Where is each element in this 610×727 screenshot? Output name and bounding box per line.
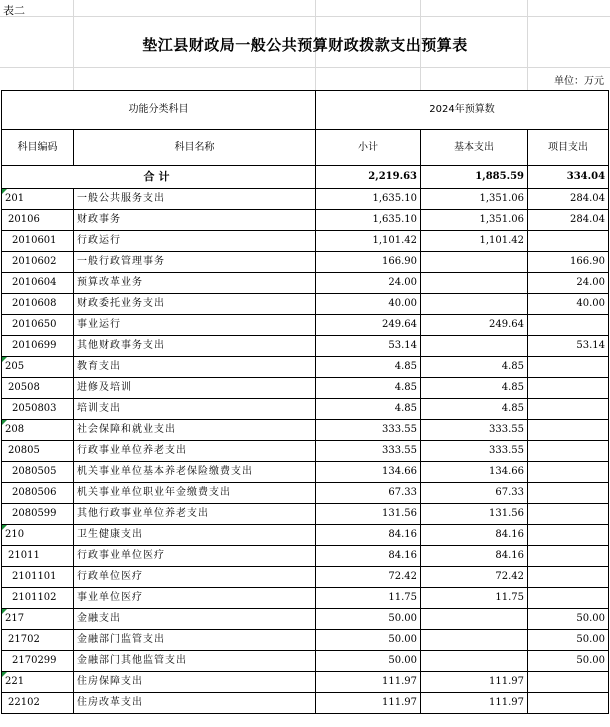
row-name: 机关事业单位基本养老保险缴费支出 — [74, 462, 316, 483]
table-row — [2, 336, 609, 357]
row-code: 2101101 — [2, 567, 74, 588]
row-code: 22102 — [2, 693, 74, 714]
total-subtotal: 2,219.63 — [316, 166, 421, 189]
row-subtotal: 1,101.42 — [316, 231, 421, 252]
row-code: 2010699 — [2, 336, 74, 357]
row-code: 221 — [2, 672, 74, 693]
row-name: 金融部门监管支出 — [74, 630, 316, 651]
row-code: 2010604 — [2, 273, 74, 294]
row-project: 50.00 — [528, 651, 609, 672]
row-code: 2010608 — [2, 294, 74, 315]
header-func-class: 功能分类科目 — [2, 91, 316, 130]
table-row — [2, 462, 609, 483]
row-subtotal: 4.85 — [316, 378, 421, 399]
row-name: 进修及培训 — [74, 378, 316, 399]
table-row — [2, 315, 609, 336]
table-row — [2, 672, 609, 693]
table-row — [2, 525, 609, 546]
header-budget-year: 2024年预算数 — [316, 91, 609, 130]
table-row — [2, 210, 609, 231]
row-subtotal: 72.42 — [316, 567, 421, 588]
row-code: 2170299 — [2, 651, 74, 672]
row-name: 行政事业单位医疗 — [74, 546, 316, 567]
row-code: 2080505 — [2, 462, 74, 483]
row-code: 2101102 — [2, 588, 74, 609]
row-basic: 11.75 — [421, 588, 528, 609]
table-row — [2, 357, 609, 378]
row-name: 社会保障和就业支出 — [74, 420, 316, 441]
row-basic — [421, 252, 528, 273]
cell-marker-icon — [2, 420, 7, 425]
row-project — [528, 483, 609, 504]
row-basic: 1,351.06 — [421, 210, 528, 231]
table-row — [2, 693, 609, 714]
row-basic: 84.16 — [421, 525, 528, 546]
row-subtotal: 11.75 — [316, 588, 421, 609]
row-code: 20508 — [2, 378, 74, 399]
row-basic: 131.56 — [421, 504, 528, 525]
total-row — [2, 166, 609, 189]
row-basic: 249.64 — [421, 315, 528, 336]
row-subtotal: 50.00 — [316, 609, 421, 630]
row-code: 21702 — [2, 630, 74, 651]
row-code: 210 — [2, 525, 74, 546]
row-name: 教育支出 — [74, 357, 316, 378]
row-basic — [421, 609, 528, 630]
row-name: 其他财政事务支出 — [74, 336, 316, 357]
table-row — [2, 399, 609, 420]
row-basic: 67.33 — [421, 483, 528, 504]
table-row — [2, 546, 609, 567]
budget-table — [1, 90, 609, 714]
total-label: 合计 — [2, 166, 316, 189]
row-project — [528, 693, 609, 714]
row-name: 预算改革业务 — [74, 273, 316, 294]
row-basic: 134.66 — [421, 462, 528, 483]
table-row — [2, 588, 609, 609]
row-subtotal: 24.00 — [316, 273, 421, 294]
row-name: 事业运行 — [74, 315, 316, 336]
row-code: 2080506 — [2, 483, 74, 504]
row-name: 卫生健康支出 — [74, 525, 316, 546]
row-code: 2050803 — [2, 399, 74, 420]
row-code: 217 — [2, 609, 74, 630]
row-basic: 111.97 — [421, 672, 528, 693]
header-subtotal: 小计 — [316, 130, 421, 166]
row-subtotal: 84.16 — [316, 546, 421, 567]
row-name: 一般公共服务支出 — [74, 189, 316, 210]
row-name: 一般行政管理事务 — [74, 252, 316, 273]
row-project — [528, 504, 609, 525]
row-basic: 72.42 — [421, 567, 528, 588]
row-code: 20805 — [2, 441, 74, 462]
row-project — [528, 525, 609, 546]
row-code: 2010601 — [2, 231, 74, 252]
gridline — [0, 67, 610, 68]
row-name: 其他行政事业单位养老支出 — [74, 504, 316, 525]
table-row — [2, 294, 609, 315]
row-name: 行政运行 — [74, 231, 316, 252]
row-basic — [421, 651, 528, 672]
row-project — [528, 462, 609, 483]
table-row — [2, 609, 609, 630]
cell-marker-icon — [2, 525, 7, 530]
row-subtotal: 111.97 — [316, 672, 421, 693]
row-name: 行政事业单位养老支出 — [74, 441, 316, 462]
table-row — [2, 189, 609, 210]
row-project: 53.14 — [528, 336, 609, 357]
row-name: 事业单位医疗 — [74, 588, 316, 609]
row-project — [528, 588, 609, 609]
header-name: 科目名称 — [74, 130, 316, 166]
row-name: 行政单位医疗 — [74, 567, 316, 588]
row-name: 培训支出 — [74, 399, 316, 420]
cell-marker-icon — [2, 672, 7, 677]
row-code: 208 — [2, 420, 74, 441]
row-subtotal: 4.85 — [316, 399, 421, 420]
cell-marker-icon — [2, 609, 7, 614]
row-project — [528, 231, 609, 252]
row-code: 2080599 — [2, 504, 74, 525]
row-basic — [421, 273, 528, 294]
header-row-bottom — [2, 130, 609, 166]
row-subtotal: 1,635.10 — [316, 210, 421, 231]
row-code: 205 — [2, 357, 74, 378]
table-row — [2, 483, 609, 504]
row-subtotal: 134.66 — [316, 462, 421, 483]
row-basic: 4.85 — [421, 357, 528, 378]
row-subtotal: 249.64 — [316, 315, 421, 336]
row-subtotal: 111.97 — [316, 693, 421, 714]
row-basic: 1,351.06 — [421, 189, 528, 210]
row-subtotal: 1,635.10 — [316, 189, 421, 210]
row-name: 机关事业单位职业年金缴费支出 — [74, 483, 316, 504]
row-project — [528, 378, 609, 399]
table-row — [2, 231, 609, 252]
row-project: 284.04 — [528, 210, 609, 231]
row-project — [528, 441, 609, 462]
row-project — [528, 546, 609, 567]
row-subtotal: 50.00 — [316, 651, 421, 672]
row-subtotal: 4.85 — [316, 357, 421, 378]
row-subtotal: 333.55 — [316, 441, 421, 462]
row-project — [528, 672, 609, 693]
row-name: 财政事务 — [74, 210, 316, 231]
row-project: 50.00 — [528, 609, 609, 630]
row-project — [528, 567, 609, 588]
row-project — [528, 399, 609, 420]
row-basic: 84.16 — [421, 546, 528, 567]
total-basic: 1,885.59 — [421, 166, 528, 189]
table-row — [2, 273, 609, 294]
table-row — [2, 630, 609, 651]
row-project: 50.00 — [528, 630, 609, 651]
table-row — [2, 252, 609, 273]
row-subtotal: 166.90 — [316, 252, 421, 273]
row-code: 21011 — [2, 546, 74, 567]
row-subtotal: 67.33 — [316, 483, 421, 504]
row-project — [528, 420, 609, 441]
row-code: 2010602 — [2, 252, 74, 273]
table-row — [2, 651, 609, 672]
page-title: 垫江县财政局一般公共预算财政拨款支出预算表 — [142, 36, 468, 54]
header-basic: 基本支出 — [421, 130, 528, 166]
row-basic: 4.85 — [421, 378, 528, 399]
row-project: 284.04 — [528, 189, 609, 210]
row-basic: 4.85 — [421, 399, 528, 420]
row-basic: 111.97 — [421, 693, 528, 714]
row-basic: 333.55 — [421, 420, 528, 441]
row-subtotal: 50.00 — [316, 630, 421, 651]
row-subtotal: 333.55 — [316, 420, 421, 441]
row-name: 金融支出 — [74, 609, 316, 630]
row-basic — [421, 630, 528, 651]
header-row-top — [2, 91, 609, 130]
row-project: 40.00 — [528, 294, 609, 315]
row-basic — [421, 294, 528, 315]
row-basic: 1,101.42 — [421, 231, 528, 252]
row-subtotal: 40.00 — [316, 294, 421, 315]
row-name: 住房保障支出 — [74, 672, 316, 693]
row-code: 20106 — [2, 210, 74, 231]
row-subtotal: 84.16 — [316, 525, 421, 546]
row-name: 住房改革支出 — [74, 693, 316, 714]
table-row — [2, 441, 609, 462]
row-project — [528, 315, 609, 336]
row-basic — [421, 336, 528, 357]
header-project: 项目支出 — [528, 130, 609, 166]
row-project — [528, 357, 609, 378]
table-row — [2, 504, 609, 525]
row-name: 财政委托业务支出 — [74, 294, 316, 315]
row-project: 24.00 — [528, 273, 609, 294]
table-row — [2, 567, 609, 588]
row-project: 166.90 — [528, 252, 609, 273]
unit-label: 单位：万元 — [554, 76, 604, 87]
row-basic: 333.55 — [421, 441, 528, 462]
cell-marker-icon — [2, 357, 7, 362]
row-subtotal: 53.14 — [316, 336, 421, 357]
row-subtotal: 131.56 — [316, 504, 421, 525]
table-row — [2, 378, 609, 399]
row-code: 2010650 — [2, 315, 74, 336]
total-project: 334.04 — [528, 166, 609, 189]
row-code: 201 — [2, 189, 74, 210]
row-name: 金融部门其他监管支出 — [74, 651, 316, 672]
gridline — [0, 16, 610, 17]
table-number-label: 表二 — [3, 4, 25, 17]
header-code: 科目编码 — [2, 130, 74, 166]
table-row — [2, 420, 609, 441]
cell-marker-icon — [2, 189, 7, 194]
